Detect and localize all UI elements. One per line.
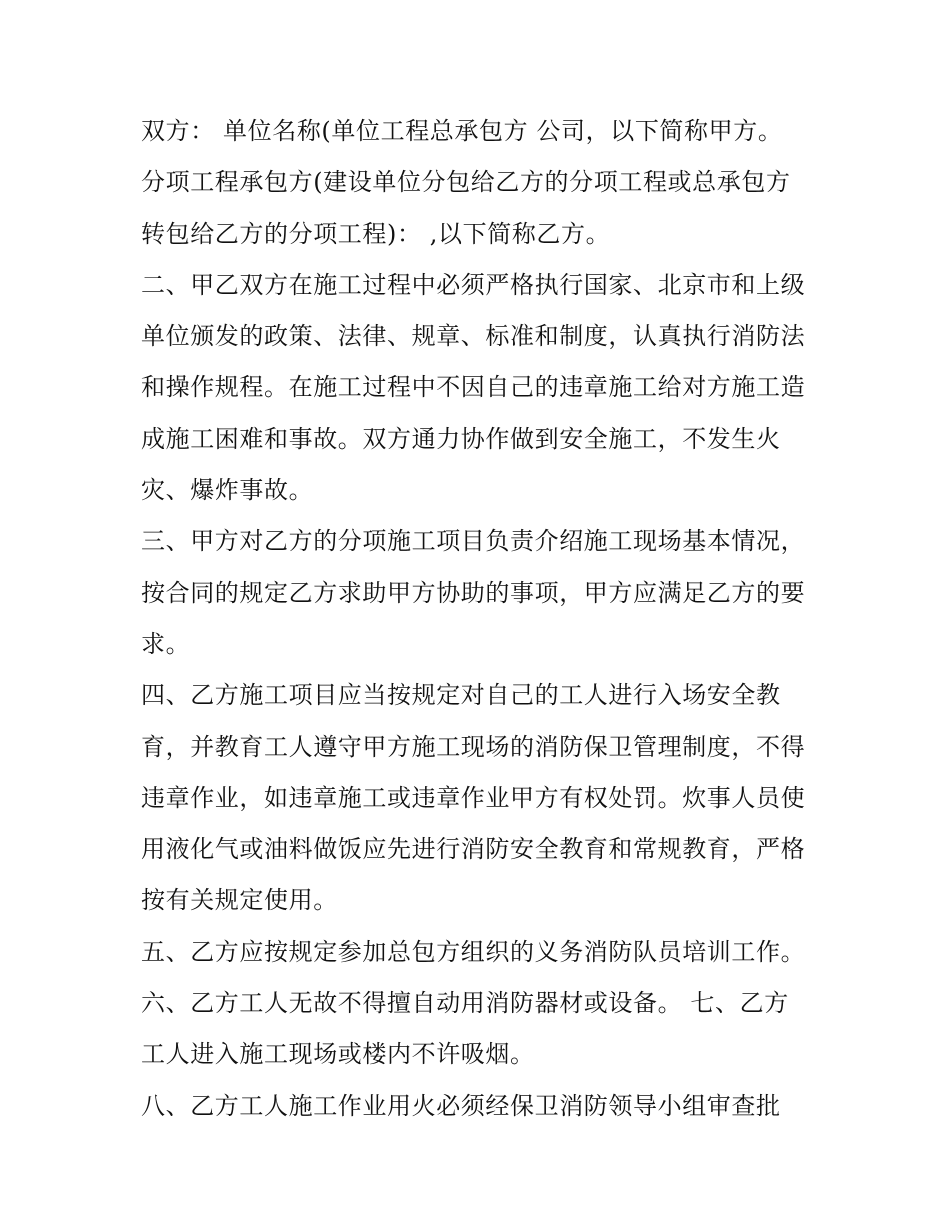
text-line: 二、甲乙双方在施工过程中必须严格执行国家、北京市和上级: [141, 270, 806, 299]
text-line: 成施工困难和事故。双方通力协作做到安全施工，不发生火: [141, 424, 781, 453]
text-line: 违章作业，如违章施工或违章作业甲方有权处罚。炊事人员使: [141, 783, 806, 812]
text-line: 育，并教育工人遵守甲方施工现场的消防保卫管理制度，不得: [141, 732, 806, 761]
contract-body: [141, 109, 821, 1135]
text-line: 灾、爆炸事故。: [141, 476, 314, 505]
text-line: 和操作规程。在施工过程中不因自己的违章施工给对方施工造: [141, 373, 806, 402]
text-line: 六、乙方工人无故不得擅自动用消防器材或设备。 七、乙方: [141, 989, 789, 1018]
text-line: 按合同的规定乙方求助甲方协助的事项，甲方应满足乙方的要: [141, 578, 806, 607]
text-line: 五、乙方应按规定参加总包方组织的义务消防队员培训工作。: [141, 937, 806, 966]
text-line: 单位颁发的政策、法律、规章、标准和制度，认真执行消防法: [141, 322, 806, 351]
text-line: 八、乙方工人施工作业用火必须经保卫消防领导小组审查批: [141, 1091, 781, 1120]
text-line: 四、乙方施工项目应当按规定对自己的工人进行入场安全教: [141, 681, 781, 710]
text-line: 双方： 单位名称(单位工程总承包方 公司，以下简称甲方。: [141, 117, 783, 145]
text-line: 按有关规定使用。: [141, 886, 338, 915]
text-line: 求。: [141, 629, 191, 658]
text-line: 转包给乙方的分项工程)： ,以下简称乙方。: [141, 219, 611, 248]
text-line: 三、甲方对乙方的分项施工项目负责介绍施工现场基本情况，: [141, 527, 806, 556]
text-line: 分项工程承包方(建设单位分包给乙方的分项工程或总承包方: [141, 168, 791, 197]
text-line: 用液化气或油料做饭应先进行消防安全教育和常规教育，严格: [141, 835, 806, 864]
text-line: 工人进入施工现场或楼内不许吸烟。: [141, 1040, 535, 1069]
